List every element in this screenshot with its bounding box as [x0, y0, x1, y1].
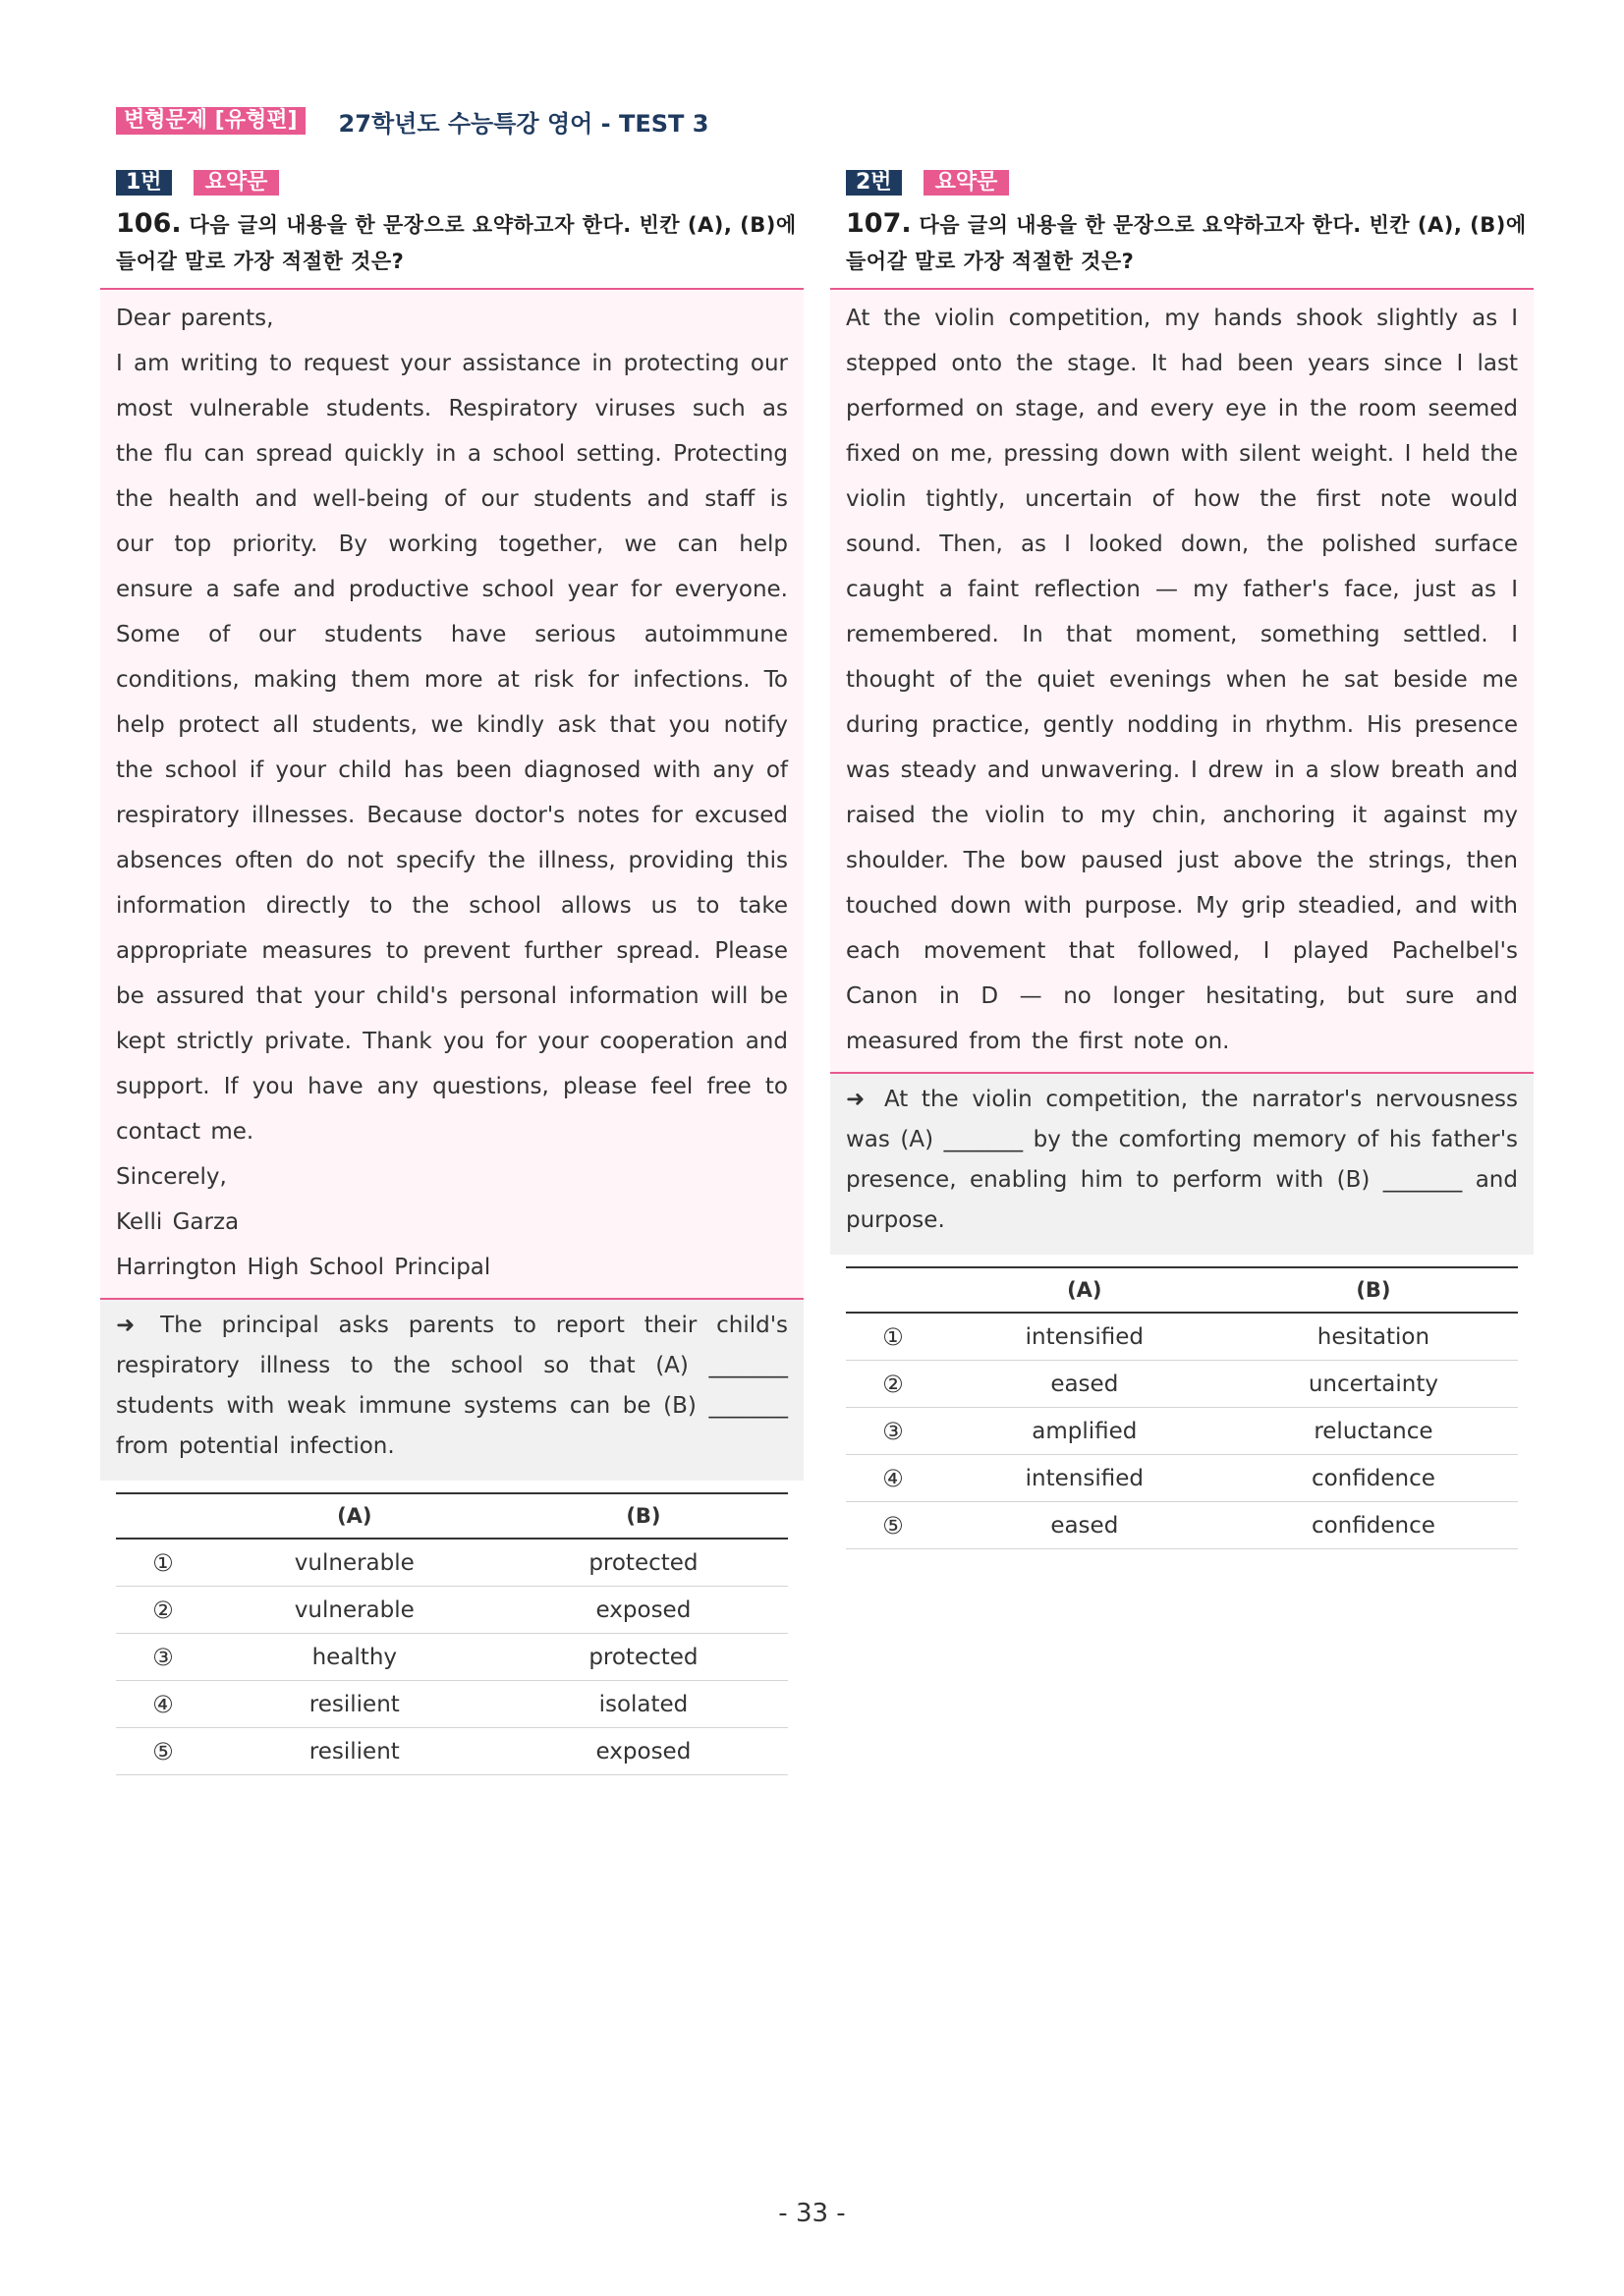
column-a-header: (A): [210, 1493, 499, 1539]
arrow-icon: ➜: [846, 1087, 866, 1112]
question-number: 107.: [846, 208, 912, 239]
instruction-text: 다음 글의 내용을 한 문장으로 요약하고자 한다. 빈칸 (A), (B)에 들어갈 말로 가장 적절한 것은?: [116, 213, 797, 273]
passage-closing: Sincerely,: [116, 1164, 227, 1190]
answer-choice-row[interactable]: [846, 1455, 1518, 1502]
choice-number: ④: [846, 1455, 940, 1502]
question-number-tag: 2번: [846, 170, 902, 196]
choice-number-header: [846, 1267, 940, 1313]
question-instruction: [116, 205, 804, 280]
choice-number: ③: [116, 1634, 210, 1681]
question-instruction: [846, 205, 1534, 280]
answer-choice-row[interactable]: [116, 1681, 788, 1728]
choice-number: ⑤: [116, 1728, 210, 1775]
choice-number: ②: [116, 1587, 210, 1634]
passage-box: [100, 288, 804, 1300]
answer-choice-row[interactable]: [846, 1502, 1518, 1549]
passage-greeting: Dear parents,: [116, 306, 274, 331]
answer-choices-table: [846, 1266, 1518, 1549]
passage-body: I am writing to request your assistance in protecting our most vulnerable students. Respiratory viruses such as the flu can spread quickly in a school setting. Protecting the health and well-being of our students and staff is our top priority. By working together, we can help ensure a safe and productive school year for everyone. Some of our students have serious autoimmune conditions, making them more at risk for infections. To help protect all students, we kindly ask that you notify the school if your child has been diagnosed with any of respiratory illnesses. Because doctor's notes for excused absences often do not specify the illness, providing this information directly to the school allows us to take appropriate measures to prevent further spread. Please be assured that your child's personal information will be kept strictly private. Thank you for your cooperation and support. If you have any questions, please feel free to contact me.: [116, 351, 788, 1145]
answer-choice-row[interactable]: [116, 1539, 788, 1587]
choice-b: exposed: [499, 1728, 788, 1775]
answer-choices-table: [116, 1492, 788, 1775]
answer-choice-row[interactable]: [846, 1313, 1518, 1361]
instruction-text: 다음 글의 내용을 한 문장으로 요약하고자 한다. 빈칸 (A), (B)에 들어갈 말로 가장 적절한 것은?: [846, 213, 1527, 273]
passage-box: [830, 288, 1534, 1074]
choice-a: vulnerable: [210, 1539, 499, 1587]
choice-number: ①: [846, 1313, 940, 1361]
choice-b: reluctance: [1229, 1408, 1518, 1455]
passage-signature-title: Harrington High School Principal: [116, 1255, 491, 1280]
answer-choice-row[interactable]: [116, 1728, 788, 1775]
choice-b: confidence: [1229, 1455, 1518, 1502]
choice-a: healthy: [210, 1634, 499, 1681]
category-tag: 변형문제 [유형편]: [116, 107, 306, 135]
answer-choice-row[interactable]: [116, 1587, 788, 1634]
page-header: [116, 106, 708, 136]
choice-b: protected: [499, 1539, 788, 1587]
answer-choice-row[interactable]: [846, 1361, 1518, 1408]
column-b-header: (B): [499, 1493, 788, 1539]
choice-b: confidence: [1229, 1502, 1518, 1549]
choice-b: hesitation: [1229, 1313, 1518, 1361]
column-b-header: (B): [1229, 1267, 1518, 1313]
question-number-tag: 1번: [116, 170, 172, 196]
choice-a: amplified: [940, 1408, 1229, 1455]
question-type-tag: 요약문: [194, 170, 280, 196]
answer-choice-row[interactable]: [116, 1634, 788, 1681]
question-1: [100, 170, 804, 1775]
choice-a: intensified: [940, 1313, 1229, 1361]
summary-text: At the violin competition, the narrator's nervousness was (A) _______ by the comforting memory of his father's presence, enabling him to perform with (B) _______ and purpose.: [846, 1087, 1519, 1233]
page-number: - 33 -: [778, 2199, 846, 2228]
choice-number-header: [116, 1493, 210, 1539]
choice-a: eased: [940, 1502, 1229, 1549]
passage-signature-name: Kelli Garza: [116, 1209, 240, 1235]
answer-choice-row[interactable]: [846, 1408, 1518, 1455]
choice-a: intensified: [940, 1455, 1229, 1502]
question-1-header: [100, 170, 804, 280]
summary-box: [830, 1074, 1534, 1255]
choice-b: isolated: [499, 1681, 788, 1728]
choice-number: ⑤: [846, 1502, 940, 1549]
choice-number: ④: [116, 1681, 210, 1728]
choice-a: resilient: [210, 1728, 499, 1775]
choice-a: eased: [940, 1361, 1229, 1408]
question-number: 106.: [116, 208, 182, 239]
choice-a: resilient: [210, 1681, 499, 1728]
passage-body: At the violin competition, my hands shook slightly as I stepped onto the stage. It had been years since I last performed on stage, and every eye in the room seemed fixed on me, pressing down with silent weight. I held the violin tightly, uncertain of how the first note would sound. Then, as I looked down, the polished surface caught a faint reflection — my father's face, just as I remembered. In that moment, something settled. I thought of the quiet evenings when he sat beside me during practice, gently nodding in rhythm. His presence was steady and unwavering. I drew in a slow breath and raised the violin to my chin, anchoring it against my shoulder. The bow paused just above the strings, then touched down with purpose. My grip steadied, and with each movement that followed, I played Pachelbel's Canon in D — no longer hesitating, but sure and measured from the first note on.: [846, 306, 1518, 1054]
summary-box: [100, 1300, 804, 1481]
choice-a: vulnerable: [210, 1587, 499, 1634]
choice-b: protected: [499, 1634, 788, 1681]
question-2: [830, 170, 1534, 1549]
choice-b: uncertainty: [1229, 1361, 1518, 1408]
choice-b: exposed: [499, 1587, 788, 1634]
choice-number: ①: [116, 1539, 210, 1587]
column-a-header: (A): [940, 1267, 1229, 1313]
question-type-tag: 요약문: [924, 170, 1010, 196]
page-title: 27학년도 수능특강 영어 - TEST 3: [338, 109, 709, 138]
summary-text: The principal asks parents to report their child's respiratory illness to the school so that (A) _______ students with weak immune systems can be (B) _______ from potential infection.: [116, 1313, 789, 1459]
arrow-icon: ➜: [116, 1313, 136, 1338]
question-2-header: [830, 170, 1534, 280]
choice-number: ③: [846, 1408, 940, 1455]
choice-number: ②: [846, 1361, 940, 1408]
